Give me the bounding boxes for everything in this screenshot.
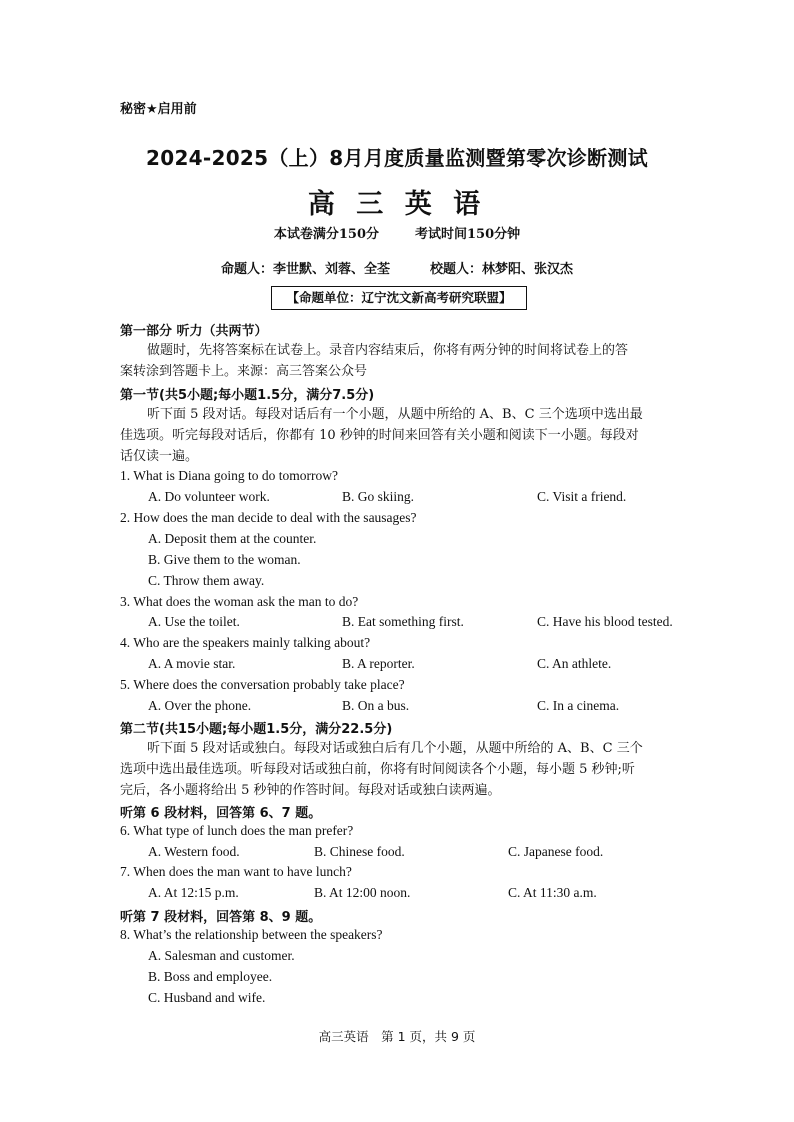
part1-intro-line1: 做题时，先将答案标在试卷上。录音内容结束后，你将有两分钟的时间将试卷上的答 [147, 343, 629, 358]
question-8-option-a: A. Salesman and customer. [148, 948, 295, 963]
question-3-stem: 3. What does the woman ask the man to do? [120, 594, 359, 609]
question-4-option-b: B. A reporter. [342, 656, 415, 671]
question-1-option-a: A. Do volunteer work. [148, 489, 270, 504]
question-3-option-b: B. Eat something first. [342, 614, 464, 629]
part1-title: 第一部分 听力（共两节） [120, 324, 268, 339]
question-7-stem: 7. When does the man want to have lunch? [120, 864, 352, 879]
question-3-option-a: A. Use the toilet. [148, 614, 240, 629]
question-8-option-c: C. Husband and wife. [148, 990, 266, 1005]
question-2-option-b: B. Give them to the woman. [148, 552, 301, 567]
exam-title: 2024-2025（上）8月月度质量监测暨第零次诊断测试 [146, 146, 648, 170]
section1-title: 第一节(共5小题;每小题1.5分，满分7.5分) [120, 388, 375, 403]
material-7-heading: 听第 7 段材料，回答第 8、9 题。 [120, 910, 322, 925]
question-2-option-c: C. Throw them away. [148, 573, 265, 588]
question-2-option-a: A. Deposit them at the counter. [148, 531, 317, 546]
issuing-unit-box: 【命题单位：辽宁沈文新高考研究联盟】 [271, 286, 527, 310]
question-7-option-a: A. At 12:15 p.m. [148, 885, 239, 900]
question-4-option-a: A. A movie star. [148, 656, 236, 671]
confidential-label: 秘密★启用前 [120, 102, 197, 117]
question-8-option-b: B. Boss and employee. [148, 969, 273, 984]
question-8-stem: 8. What’s the relationship between the speakers? [120, 927, 383, 942]
exam-info [0, 223, 794, 242]
section2-intro-line2: 选项中选出最佳选项。听每段对话或独白前，你将有时间阅读各个小题，每小题 5 秒钟;听 [120, 762, 635, 777]
question-5-option-c: C. In a cinema. [537, 698, 620, 713]
question-1-option-b: B. Go skiing. [342, 489, 415, 504]
question-5-stem: 5. Where does the conversation probably take place? [120, 677, 405, 692]
full-score: 本试卷满分150分 [273, 227, 379, 242]
question-3-option-c: C. Have his blood tested. [537, 614, 673, 629]
question-1-stem: 1. What is Diana going to do tomorrow? [120, 468, 338, 483]
question-7-option-b: B. At 12:00 noon. [314, 885, 411, 900]
question-6-option-c: C. Japanese food. [508, 844, 604, 859]
section1-intro-line2: 佳选项。听完每段对话后，你都有 10 秒钟的时间来回答有关小题和阅读下一小题。每段对 [120, 428, 639, 443]
part1-intro-line2: 案转涂到答题卡上。来源：高三答案公众号 [120, 364, 368, 379]
question-1-option-c: C. Visit a friend. [537, 489, 627, 504]
page-footer: 高三英语 第 1 页，共 9 页 [318, 1029, 476, 1044]
section2-intro-line1: 听下面 5 段对话或独白。每段对话或独白后有几个小题，从题中所给的 A、B、C 三个 [147, 741, 643, 756]
question-6-stem: 6. What type of lunch does the man prefer? [120, 823, 354, 838]
section2-title: 第二节(共15小题;每小题1.5分，满分22.5分) [120, 722, 393, 737]
setters: 命题人：李世默、刘蓉、全荃 [220, 262, 390, 277]
reviewers: 校题人：林梦阳、张汉杰 [430, 262, 574, 277]
question-5-option-b: B. On a bus. [342, 698, 410, 713]
material-6-heading: 听第 6 段材料，回答第 6、7 题。 [120, 806, 322, 821]
question-4-stem: 4. Who are the speakers mainly talking about? [120, 635, 371, 650]
subject-title: 高 三 英 语 [307, 189, 487, 220]
exam-duration: 考试时间150分钟 [415, 227, 521, 242]
question-5-option-a: A. Over the phone. [148, 698, 252, 713]
section1-intro-line1: 听下面 5 段对话。每段对话后有一个小题，从题中所给的 A、B、C 三个选项中选出最 [147, 407, 643, 422]
question-4-option-c: C. An athlete. [537, 656, 612, 671]
question-7-option-c: C. At 11:30 a.m. [508, 885, 597, 900]
authors-line [0, 258, 794, 277]
section1-intro-line3: 话仅读一遍。 [120, 449, 199, 464]
question-6-option-a: A. Western food. [148, 844, 240, 859]
question-6-option-b: B. Chinese food. [314, 844, 405, 859]
section2-intro-line3: 完后，各小题将给出 5 秒钟的作答时间。每段对话或独白读两遍。 [120, 783, 501, 798]
question-2-stem: 2. How does the man decide to deal with the sausages? [120, 510, 417, 525]
